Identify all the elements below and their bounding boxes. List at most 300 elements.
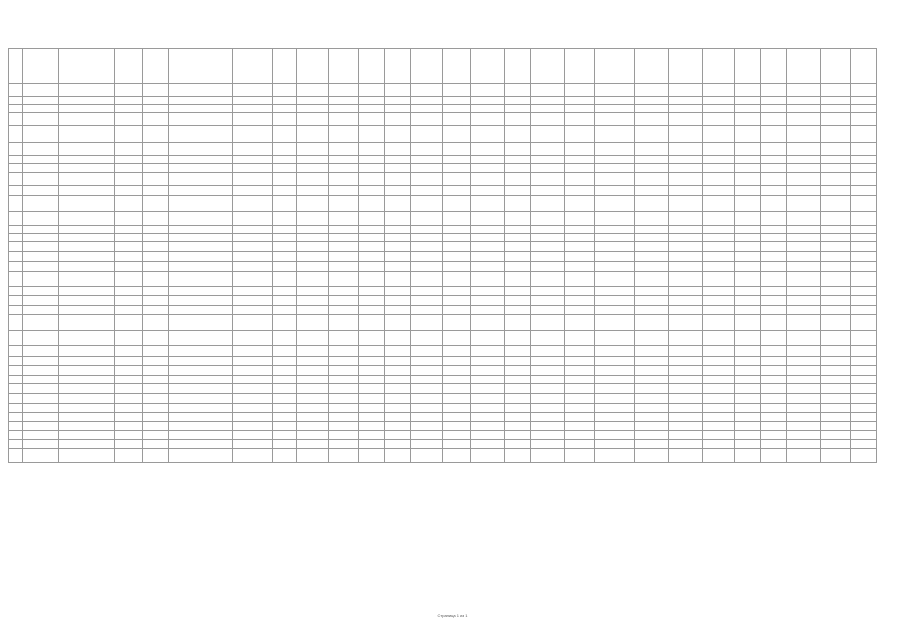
table-cell: [851, 234, 877, 242]
table-cell: [761, 226, 787, 234]
table-cell: [9, 376, 23, 384]
table-cell: [761, 173, 787, 186]
table-cell: [359, 164, 385, 173]
table-cell: [443, 242, 471, 252]
table-cell: [233, 431, 273, 440]
table-cell: [851, 173, 877, 186]
table-cell: [233, 105, 273, 113]
table-cell: [821, 366, 851, 376]
table-cell: [471, 97, 505, 105]
table-cell: [115, 440, 143, 449]
table-cell: [471, 287, 505, 296]
table-row: [9, 404, 877, 413]
table-cell: [297, 431, 329, 440]
table-cell: [735, 164, 761, 173]
table-cell: [443, 226, 471, 234]
table-cell: [411, 287, 443, 296]
table-cell: [9, 196, 23, 212]
table-cell: [359, 440, 385, 449]
table-cell: [735, 186, 761, 196]
table-cell: [703, 376, 735, 384]
table-cell: [531, 252, 565, 262]
table-cell: [9, 226, 23, 234]
table-cell: [233, 242, 273, 252]
table-cell: [297, 186, 329, 196]
table-cell: [595, 306, 635, 315]
table-cell: [23, 105, 59, 113]
table-cell: [169, 287, 233, 296]
table-cell: [471, 226, 505, 234]
table-row: [9, 164, 877, 173]
table-cell: [565, 196, 595, 212]
table-cell: [9, 287, 23, 296]
table-cell: [59, 212, 115, 226]
table-row: [9, 105, 877, 113]
table-row: [9, 196, 877, 212]
page-footer: Страница 1 из 1: [437, 613, 468, 618]
table-cell: [787, 105, 821, 113]
table-cell: [761, 212, 787, 226]
table-cell: [115, 262, 143, 272]
table-cell: [761, 97, 787, 105]
table-cell: [565, 315, 595, 331]
table-cell: [115, 422, 143, 431]
table-cell: [735, 113, 761, 126]
table-cell: [595, 97, 635, 105]
table-cell: [471, 357, 505, 366]
table-cell: [669, 126, 703, 143]
table-cell: [471, 143, 505, 156]
table-cell: [273, 306, 297, 315]
table-cell: [821, 156, 851, 164]
table-cell: [169, 440, 233, 449]
table-cell: [273, 413, 297, 422]
table-cell: [531, 422, 565, 431]
table-cell: [821, 384, 851, 394]
table-cell: [233, 97, 273, 105]
table-row: [9, 422, 877, 431]
table-cell: [505, 97, 531, 105]
table-cell: [233, 234, 273, 242]
table-cell: [169, 156, 233, 164]
table-cell: [531, 84, 565, 97]
table-cell: [9, 296, 23, 306]
table-cell: [735, 449, 761, 463]
table-cell: [233, 366, 273, 376]
table-cell: [233, 173, 273, 186]
table-cell: [505, 357, 531, 366]
table-cell: [9, 156, 23, 164]
table-cell: [821, 212, 851, 226]
table-cell: [329, 242, 359, 252]
table-cell: [735, 287, 761, 296]
table-cell: [329, 440, 359, 449]
table-cell: [143, 196, 169, 212]
table-cell: [411, 113, 443, 126]
table-cell: [531, 296, 565, 306]
table-cell: [143, 84, 169, 97]
table-cell: [233, 413, 273, 422]
table-cell: [735, 306, 761, 315]
table-cell: [565, 164, 595, 173]
table-cell: [703, 296, 735, 306]
table-cell: [761, 376, 787, 384]
table-cell: [59, 143, 115, 156]
table-cell: [59, 404, 115, 413]
column-header: [471, 49, 505, 84]
table-cell: [169, 234, 233, 242]
table-cell: [329, 331, 359, 346]
table-cell: [565, 242, 595, 252]
table-cell: [59, 164, 115, 173]
table-cell: [297, 422, 329, 431]
table-cell: [531, 196, 565, 212]
table-cell: [851, 440, 877, 449]
table-row: [9, 296, 877, 306]
table-cell: [761, 384, 787, 394]
table-cell: [595, 212, 635, 226]
table-cell: [411, 262, 443, 272]
table-cell: [595, 394, 635, 404]
table-cell: [385, 376, 411, 384]
table-row: [9, 346, 877, 357]
table-cell: [531, 331, 565, 346]
table-cell: [443, 186, 471, 196]
table-cell: [761, 413, 787, 422]
table-cell: [59, 422, 115, 431]
table-cell: [59, 252, 115, 262]
table-cell: [233, 376, 273, 384]
table-cell: [329, 422, 359, 431]
table-cell: [821, 422, 851, 431]
table-cell: [531, 143, 565, 156]
table-cell: [851, 186, 877, 196]
table-cell: [703, 366, 735, 376]
table-cell: [329, 234, 359, 242]
table-cell: [595, 242, 635, 252]
table-cell: [505, 242, 531, 252]
table-cell: [297, 296, 329, 306]
table-cell: [531, 287, 565, 296]
table-cell: [443, 234, 471, 242]
table-row: [9, 186, 877, 196]
table-cell: [143, 164, 169, 173]
table-cell: [233, 394, 273, 404]
table-cell: [735, 384, 761, 394]
table-cell: [821, 306, 851, 315]
table-cell: [23, 113, 59, 126]
table-cell: [143, 296, 169, 306]
table-cell: [115, 212, 143, 226]
table-cell: [505, 196, 531, 212]
table-cell: [115, 186, 143, 196]
table-cell: [143, 287, 169, 296]
table-cell: [565, 97, 595, 105]
table-cell: [531, 346, 565, 357]
table-cell: [531, 413, 565, 422]
table-cell: [851, 226, 877, 234]
table-cell: [411, 84, 443, 97]
table-cell: [531, 431, 565, 440]
table-cell: [565, 186, 595, 196]
table-cell: [443, 143, 471, 156]
table-cell: [565, 287, 595, 296]
table-cell: [411, 164, 443, 173]
table-cell: [761, 331, 787, 346]
table-cell: [635, 97, 669, 105]
table-cell: [23, 97, 59, 105]
table-cell: [143, 384, 169, 394]
column-header: [531, 49, 565, 84]
table-row: [9, 287, 877, 296]
table-cell: [851, 357, 877, 366]
table-cell: [273, 384, 297, 394]
column-header: [565, 49, 595, 84]
table-cell: [669, 331, 703, 346]
table-row: [9, 366, 877, 376]
table-cell: [169, 296, 233, 306]
table-cell: [821, 394, 851, 404]
table-cell: [443, 113, 471, 126]
table-cell: [635, 394, 669, 404]
table-cell: [787, 296, 821, 306]
table-cell: [169, 331, 233, 346]
table-cell: [735, 173, 761, 186]
table-cell: [851, 413, 877, 422]
table-cell: [669, 272, 703, 287]
table-row: [9, 315, 877, 331]
table-cell: [471, 156, 505, 164]
table-cell: [329, 113, 359, 126]
table-cell: [851, 252, 877, 262]
table-cell: [385, 296, 411, 306]
table-cell: [115, 242, 143, 252]
table-cell: [735, 97, 761, 105]
table-cell: [669, 394, 703, 404]
table-cell: [411, 196, 443, 212]
table-cell: [385, 394, 411, 404]
table-cell: [233, 186, 273, 196]
table-cell: [169, 252, 233, 262]
table-cell: [23, 252, 59, 262]
table-cell: [821, 331, 851, 346]
table-cell: [23, 126, 59, 143]
table-cell: [635, 143, 669, 156]
table-cell: [787, 413, 821, 422]
table-cell: [359, 113, 385, 126]
table-cell: [669, 287, 703, 296]
table-cell: [59, 226, 115, 234]
table-cell: [443, 126, 471, 143]
table-cell: [595, 105, 635, 113]
table-cell: [851, 366, 877, 376]
table-cell: [115, 84, 143, 97]
table-cell: [761, 306, 787, 315]
table-cell: [443, 440, 471, 449]
table-cell: [851, 346, 877, 357]
table-cell: [735, 272, 761, 287]
table-cell: [385, 156, 411, 164]
table-cell: [565, 440, 595, 449]
table-cell: [703, 156, 735, 164]
table-cell: [59, 287, 115, 296]
table-row: [9, 262, 877, 272]
table-cell: [115, 449, 143, 463]
data-table: [8, 48, 877, 463]
table-cell: [761, 431, 787, 440]
table-cell: [787, 384, 821, 394]
table-cell: [735, 331, 761, 346]
table-cell: [787, 226, 821, 234]
table-cell: [23, 346, 59, 357]
table-cell: [23, 394, 59, 404]
table-cell: [635, 186, 669, 196]
table-cell: [385, 306, 411, 315]
table-cell: [635, 431, 669, 440]
table-cell: [471, 366, 505, 376]
table-cell: [233, 272, 273, 287]
table-cell: [471, 113, 505, 126]
table-cell: [703, 262, 735, 272]
table-cell: [385, 262, 411, 272]
table-cell: [297, 262, 329, 272]
table-cell: [443, 431, 471, 440]
table-cell: [169, 376, 233, 384]
table-cell: [385, 143, 411, 156]
table-cell: [359, 97, 385, 105]
table-cell: [851, 331, 877, 346]
table-cell: [505, 84, 531, 97]
table-cell: [565, 234, 595, 242]
table-cell: [329, 346, 359, 357]
table-cell: [787, 404, 821, 413]
table-cell: [735, 422, 761, 431]
table-cell: [385, 212, 411, 226]
table-cell: [411, 449, 443, 463]
table-cell: [411, 306, 443, 315]
table-cell: [635, 357, 669, 366]
table-row: [9, 331, 877, 346]
table-cell: [761, 272, 787, 287]
table-cell: [565, 296, 595, 306]
table-row: [9, 252, 877, 262]
table-cell: [59, 384, 115, 394]
table-cell: [635, 296, 669, 306]
table-cell: [273, 173, 297, 186]
table-cell: [359, 186, 385, 196]
table-cell: [59, 105, 115, 113]
table-cell: [505, 143, 531, 156]
table-cell: [115, 196, 143, 212]
table-cell: [505, 186, 531, 196]
table-cell: [761, 262, 787, 272]
table-cell: [821, 262, 851, 272]
table-cell: [635, 126, 669, 143]
table-cell: [565, 262, 595, 272]
table-cell: [9, 186, 23, 196]
table-cell: [635, 252, 669, 262]
table-cell: [851, 164, 877, 173]
table-cell: [143, 173, 169, 186]
table-cell: [143, 431, 169, 440]
table-cell: [851, 105, 877, 113]
table-cell: [233, 164, 273, 173]
table-cell: [787, 287, 821, 296]
table-cell: [531, 306, 565, 315]
table-cell: [273, 212, 297, 226]
table-cell: [821, 226, 851, 234]
table-cell: [59, 242, 115, 252]
column-header: [443, 49, 471, 84]
table-cell: [595, 331, 635, 346]
table-cell: [59, 196, 115, 212]
table-cell: [169, 431, 233, 440]
table-cell: [411, 440, 443, 449]
table-cell: [23, 262, 59, 272]
table-cell: [329, 156, 359, 164]
table-cell: [115, 346, 143, 357]
table-cell: [787, 422, 821, 431]
table-cell: [411, 242, 443, 252]
table-cell: [669, 366, 703, 376]
table-cell: [821, 404, 851, 413]
table-cell: [233, 440, 273, 449]
column-header: [9, 49, 23, 84]
table-cell: [761, 196, 787, 212]
table-cell: [595, 164, 635, 173]
table-cell: [273, 234, 297, 242]
table-row: [9, 394, 877, 404]
table-cell: [59, 272, 115, 287]
table-cell: [443, 287, 471, 296]
table-cell: [565, 105, 595, 113]
table-cell: [565, 346, 595, 357]
table-cell: [23, 272, 59, 287]
table-cell: [329, 376, 359, 384]
report-sheet: [8, 48, 844, 463]
table-cell: [703, 357, 735, 366]
column-header: [143, 49, 169, 84]
table-cell: [273, 404, 297, 413]
table-cell: [443, 164, 471, 173]
table-cell: [411, 431, 443, 440]
table-cell: [115, 126, 143, 143]
table-cell: [635, 346, 669, 357]
table-cell: [669, 105, 703, 113]
table-cell: [273, 126, 297, 143]
table-cell: [411, 212, 443, 226]
table-cell: [703, 84, 735, 97]
table-cell: [411, 384, 443, 394]
table-cell: [9, 242, 23, 252]
table-cell: [735, 346, 761, 357]
table-cell: [471, 440, 505, 449]
table-cell: [143, 262, 169, 272]
table-cell: [169, 346, 233, 357]
table-cell: [787, 262, 821, 272]
table-cell: [851, 287, 877, 296]
table-cell: [297, 287, 329, 296]
table-cell: [669, 113, 703, 126]
table-cell: [9, 366, 23, 376]
table-cell: [505, 306, 531, 315]
table-cell: [669, 196, 703, 212]
table-cell: [273, 366, 297, 376]
table-cell: [505, 272, 531, 287]
table-cell: [443, 315, 471, 331]
table-cell: [273, 431, 297, 440]
table-cell: [703, 306, 735, 315]
